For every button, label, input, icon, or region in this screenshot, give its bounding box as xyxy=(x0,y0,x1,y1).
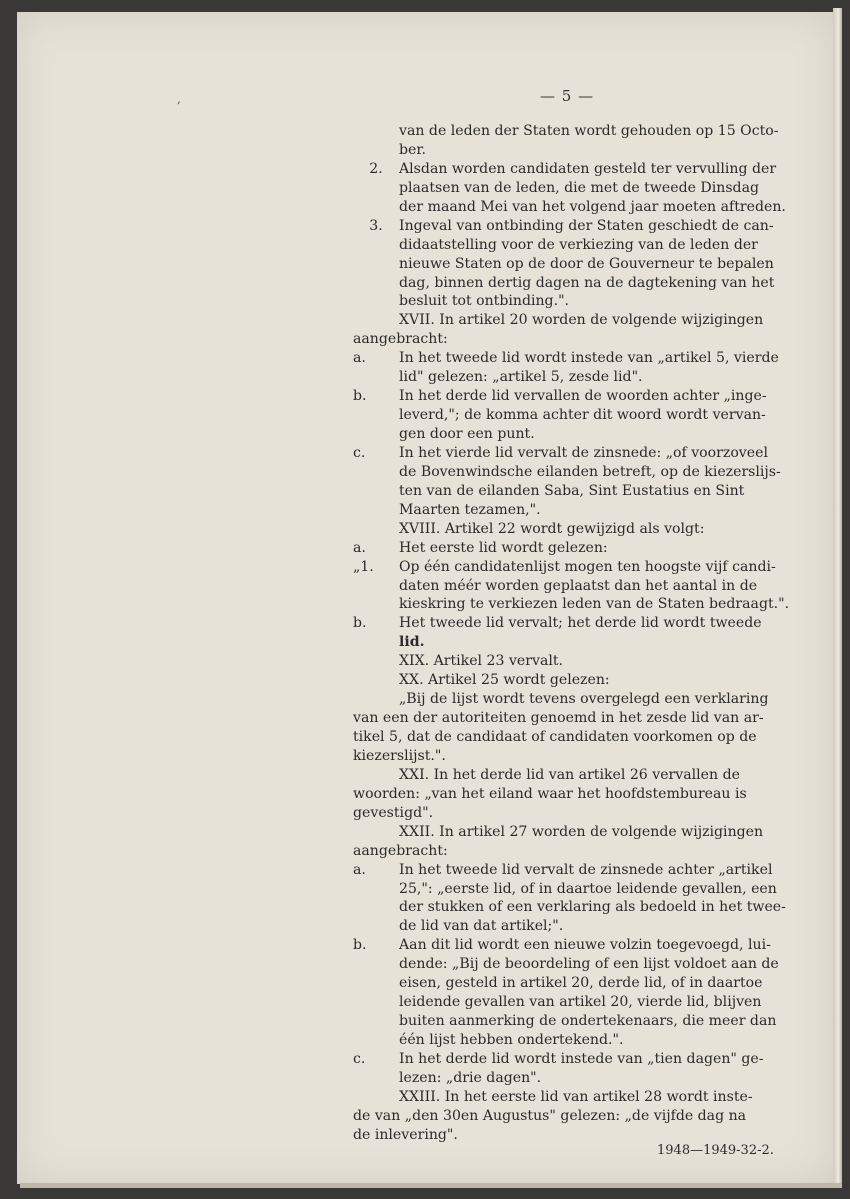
line-text: XIX. Artikel 23 vervalt. xyxy=(399,653,564,670)
page-number: — 5 — xyxy=(540,87,595,105)
item-label: 3. xyxy=(369,217,383,234)
text-line xyxy=(353,633,771,652)
text-line xyxy=(353,993,771,1012)
line-text: „Bij de lijst wordt tevens overgelegd een verklaring xyxy=(399,691,769,708)
line-text: van een der autoriteiten genoemd in het zesde lid van ar- xyxy=(353,710,764,727)
text-line xyxy=(353,690,771,709)
line-text: gevestigd". xyxy=(353,804,434,821)
text-line xyxy=(353,652,771,671)
line-text: XXII. In artikel 27 worden de volgende wijzigingen xyxy=(399,823,764,840)
line-text: daten méér worden geplaatst dan het aantal in de xyxy=(399,577,758,594)
line-text: In het vierde lid vervalt de zinsnede: „of voorzoveel xyxy=(399,444,768,461)
line-text: Aan dit lid wordt een nieuwe volzin toegevoegd, lui- xyxy=(399,937,771,954)
speck-mark: , xyxy=(177,92,181,106)
text-line xyxy=(353,179,771,198)
line-text: aangebracht: xyxy=(353,842,448,859)
line-text: XXIII. In het eerste lid van artikel 28 wordt inste- xyxy=(399,1088,753,1105)
text-line xyxy=(353,387,771,406)
text-line xyxy=(353,842,771,861)
line-text: lid" gelezen: „artikel 5, zesde lid". xyxy=(399,369,643,386)
text-line xyxy=(353,1088,771,1107)
item-label: b. xyxy=(353,388,367,405)
line-text: der stukken of een verklaring als bedoeld in het twee- xyxy=(399,899,786,916)
line-text: ber. xyxy=(399,141,427,158)
text-line xyxy=(353,1069,771,1088)
text-line xyxy=(353,1012,777,1031)
text-line xyxy=(353,520,771,539)
line-text: Ingeval van ontbinding der Staten geschiedt de can- xyxy=(399,217,774,234)
line-text: één lijst hebben ondertekend.". xyxy=(399,1032,624,1048)
line-text: XXI. In het derde lid van artikel 26 vervallen de xyxy=(399,766,740,783)
text-line xyxy=(353,482,771,501)
line-text: besluit tot ontbinding.". xyxy=(399,293,570,310)
text-line xyxy=(353,255,774,274)
line-text: leidende gevallen van artikel 20, vierde lid, blijven xyxy=(399,994,762,1011)
line-text: dende: „Bij de beoordeling of een lijst voldoet aan de xyxy=(399,956,779,973)
text-line xyxy=(353,160,777,179)
text-line xyxy=(353,539,771,558)
line-text: XX. Artikel 25 wordt gelezen: xyxy=(399,672,610,689)
text-line xyxy=(353,368,771,387)
page-edge-bottom xyxy=(20,1183,842,1188)
text-line xyxy=(353,728,771,747)
text-line xyxy=(353,1031,771,1050)
line-text: didaatstelling voor de verkiezing van de leden der xyxy=(399,236,758,253)
text-line xyxy=(353,614,771,633)
line-text: 25,": „eerste lid, of in daartoe leidende gevallen, een xyxy=(399,880,777,897)
line-text: buiten aanmerking de ondertekenaars, die meer dan xyxy=(399,1013,777,1030)
line-text: der maand Mei van het volgend jaar moeten aftreden. xyxy=(399,198,786,215)
page-edge xyxy=(833,8,842,1188)
line-text: ten van de eilanden Saba, Sint Eustatius en Sint xyxy=(399,482,745,499)
text-line xyxy=(353,936,771,955)
text-line xyxy=(353,577,771,596)
line-text: van de leden der Staten wordt gehouden op 15 Octo- xyxy=(399,123,779,139)
text-line xyxy=(353,406,771,425)
text-line xyxy=(353,861,771,880)
line-text: eisen, gesteld in artikel 20, derde lid, of in daartoe xyxy=(399,975,763,992)
line-text: kieskring te verkiezen leden van de Staten bedraagt.". xyxy=(399,596,790,613)
text-line xyxy=(353,311,771,330)
text-line xyxy=(353,804,771,823)
line-text: Maarten tezamen,". xyxy=(399,501,541,518)
line-text: Alsdan worden candidaten gesteld ter vervulling der xyxy=(399,160,777,177)
text-line xyxy=(353,330,771,349)
item-label: b. xyxy=(353,937,367,954)
text-line xyxy=(353,974,771,993)
document-body xyxy=(353,122,790,1145)
text-line xyxy=(353,198,786,217)
line-text: lid. xyxy=(399,634,425,651)
text-line xyxy=(353,1050,771,1069)
line-text: In het derde lid wordt instede van „tien dagen" ge- xyxy=(399,1050,764,1067)
text-line xyxy=(353,898,786,917)
item-label: a. xyxy=(353,350,366,367)
item-label: „1. xyxy=(353,558,374,575)
line-text: de inlevering". xyxy=(353,1126,458,1143)
line-text: In het tweede lid vervalt de zinsnede achter „artikel xyxy=(399,861,773,878)
text-line xyxy=(353,1126,771,1145)
text-line xyxy=(353,766,771,785)
line-text: Het tweede lid vervalt; het derde lid wordt tweede xyxy=(399,615,762,632)
line-text: kiezerslijst.". xyxy=(353,747,446,764)
text-line xyxy=(353,501,771,520)
line-text: de van „den 30en Augustus" gelezen: „de vijfde dag na xyxy=(353,1107,747,1124)
text-line xyxy=(353,141,771,160)
line-text: gen door een punt. xyxy=(399,426,535,442)
text-line xyxy=(353,880,777,899)
document-code: 1948—1949-32-2. xyxy=(657,1143,774,1158)
item-label: c. xyxy=(353,444,366,461)
line-text: de lid van dat artikel;". xyxy=(399,918,564,935)
item-label: c. xyxy=(353,1050,366,1067)
text-line xyxy=(353,917,771,936)
line-text: In het tweede lid wordt instede van „artikel 5, vierde xyxy=(399,350,779,367)
text-line xyxy=(353,558,776,577)
text-line xyxy=(353,236,771,255)
line-text: aangebracht: xyxy=(353,331,448,348)
text-line xyxy=(353,349,779,368)
line-text: dag, binnen dertig dagen na de dagtekening van het xyxy=(399,274,775,291)
text-line xyxy=(353,747,771,766)
line-text: tikel 5, dat de candidaat of candidaten voorkomen op de xyxy=(353,729,757,745)
item-label: b. xyxy=(353,615,367,632)
item-label: 2. xyxy=(369,160,383,177)
line-text: XVIII. Artikel 22 wordt gewijzigd als volgt: xyxy=(399,520,705,537)
item-label: a. xyxy=(353,539,366,556)
text-line xyxy=(353,955,779,974)
text-line xyxy=(353,463,781,482)
text-line xyxy=(353,671,771,690)
text-line xyxy=(353,425,771,444)
text-line xyxy=(353,709,771,728)
text-line xyxy=(353,1107,771,1126)
line-text: Het eerste lid wordt gelezen: xyxy=(399,539,608,556)
text-line xyxy=(353,217,774,236)
line-text: lezen: „drie dagen". xyxy=(399,1069,542,1086)
line-text: In het derde lid vervallen de woorden achter „inge- xyxy=(399,388,767,405)
line-text: woorden: „van het eiland waar het hoofdstembureau is xyxy=(353,785,747,802)
line-text: Op één candidatenlijst mogen ten hoogste vijf candi- xyxy=(399,558,776,575)
text-line xyxy=(353,122,779,141)
line-text: nieuwe Staten op de door de Gouverneur te bepalen xyxy=(399,255,774,272)
text-line xyxy=(353,292,771,311)
item-label: a. xyxy=(353,861,366,878)
line-text: de Bovenwindsche eilanden betreft, op de kiezerslijs- xyxy=(399,463,781,480)
text-line xyxy=(353,595,790,614)
text-line xyxy=(353,274,775,293)
line-text: leverd,"; de komma achter dit woord wordt vervan- xyxy=(399,407,766,424)
text-line xyxy=(353,785,771,804)
text-line xyxy=(353,823,771,842)
line-text: plaatsen van de leden, die met de tweede Dinsdag xyxy=(399,179,759,196)
text-line xyxy=(353,444,771,463)
line-text: XVII. In artikel 20 worden de volgende wijzigingen xyxy=(399,312,764,329)
